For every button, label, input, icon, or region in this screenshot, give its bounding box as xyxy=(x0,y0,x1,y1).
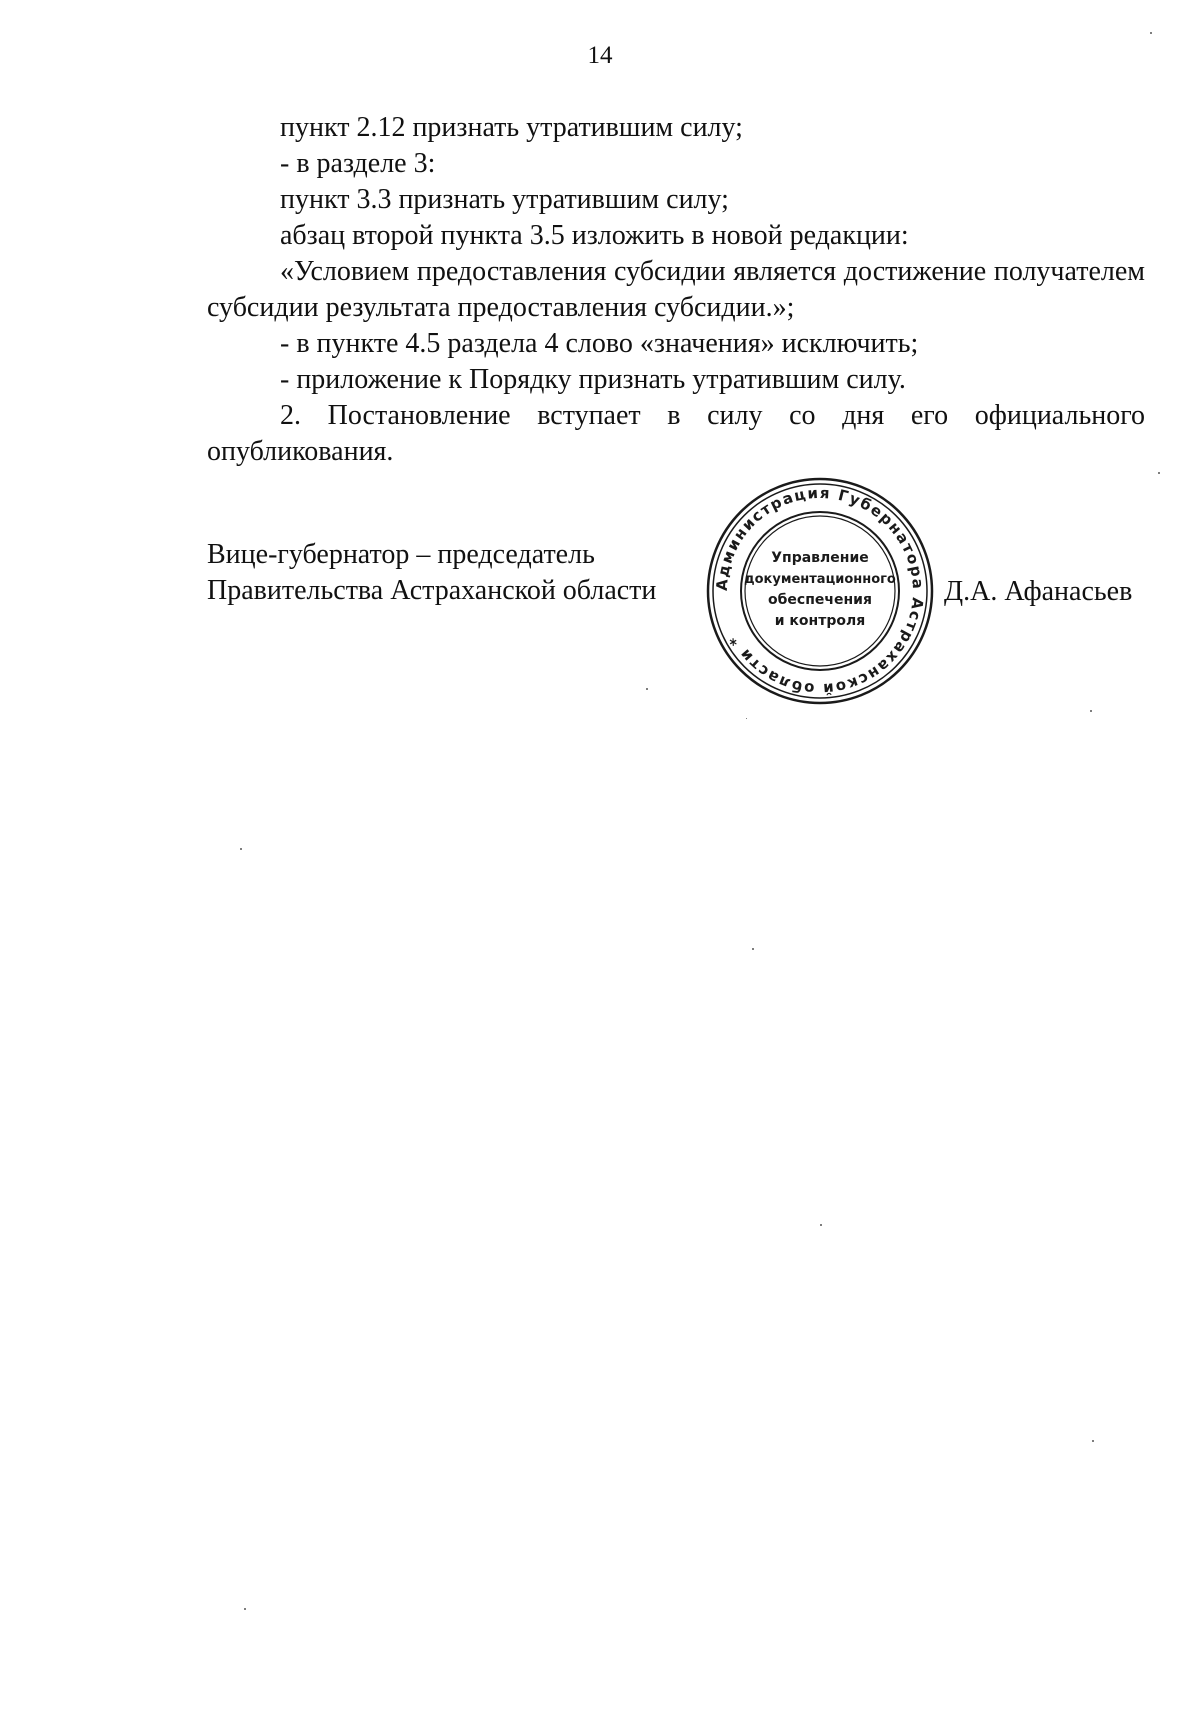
signatory-title-line: Правительства Астраханской области xyxy=(207,575,657,606)
paragraph: 2. Постановление вступает в силу со дня его официального опубликования. xyxy=(207,400,1145,467)
scan-speck xyxy=(746,718,747,719)
seal-inner-line: обеспечения xyxy=(768,592,872,608)
scan-speck xyxy=(646,688,648,690)
paragraph: - в пункте 4.5 раздела 4 слово «значения» исключить; xyxy=(280,328,919,359)
paragraph: пункт 2.12 признать утратившим силу; xyxy=(280,112,743,143)
seal-outer-text: Администрация Губернатора Астраханской области * xyxy=(712,483,928,699)
signatory-title xyxy=(207,537,656,609)
official-seal xyxy=(705,476,935,706)
paragraph: абзац второй пункта 3.5 изложить в новой редакции: xyxy=(280,220,909,251)
signatory-title-line: Вице-губернатор – председатель xyxy=(207,539,595,570)
scan-speck xyxy=(1092,1440,1094,1442)
paragraph: - в разделе 3: xyxy=(280,148,436,179)
seal-inner-line: и контроля xyxy=(774,613,866,629)
page-number: 14 xyxy=(587,42,613,69)
scan-speck xyxy=(1150,32,1152,34)
scan-speck xyxy=(244,1608,246,1610)
scan-speck xyxy=(752,948,754,950)
signatory-name: Д.А. Афанасьев xyxy=(944,576,1133,607)
document-body xyxy=(207,110,1145,470)
seal-inner-line: документационного xyxy=(744,572,896,587)
paragraph: «Условием предоставления субсидии является достижение получателем субсидии результата предоставления субсидии.»; xyxy=(207,256,1145,323)
paragraph: - приложение к Порядку признать утратившим силу. xyxy=(280,364,906,395)
scan-speck xyxy=(1158,472,1160,474)
scan-speck xyxy=(240,848,242,850)
paragraph: пункт 3.3 признать утратившим силу; xyxy=(280,184,729,215)
seal-inner-line: Управление xyxy=(771,550,869,566)
scan-speck xyxy=(1090,710,1092,712)
scan-speck xyxy=(820,1224,822,1226)
